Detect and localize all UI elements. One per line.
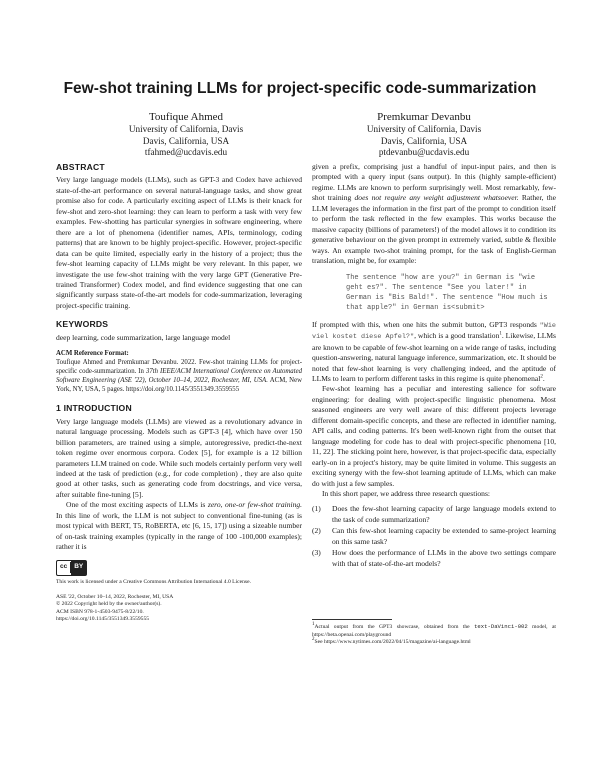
intro-p2-rest: In this line of work, the LLM is not subject to conventional fine-tuning (as is most typical with BERT, T5, RoBERTA, etc [6, 15, 17]) using a sizeable number of on-task training examples (typically in the range of 100 -100,000 examples); rather it is [56,510,302,552]
copyright-block [56,594,302,624]
rq-text: Does the few-shot learning capacity of large language models extend to the task of code summarization? [332,504,556,524]
isbn-line: ACM ISBN 978-1-4503-9475-8/22/10. [56,608,144,615]
author-email: ptdevanbu@ucdavis.edu [378,147,470,158]
rq-number: (1) [312,504,321,514]
reference-format [56,349,302,394]
copyright-line: © 2022 Copyright held by the owner/author(s). [56,601,162,608]
author-email: tfahmed@ucdavis.edu [144,147,228,158]
right-paragraph-1 [312,162,556,267]
cc-icon: cc [57,562,71,572]
footnote-2 [312,639,556,646]
author-location: Davis, California, USA [380,135,468,146]
footnote-marker-1: 1 [499,331,502,337]
footnote-1 [312,623,556,639]
author-affiliation: University of California, Davis [366,124,482,134]
author-block-1 [56,111,316,159]
reference-tail: ACM, New York, NY, USA, 5 pages. https://doi.org/10.1145/3551349.3559555 [56,377,303,394]
translation-prompt-code: The sentence "how are you?" in German is "wie geht es?". The sentence "See you later!" in German is "Bis Bald!". The sentence "How much is that apple?" in German is<submit> [346,273,552,313]
doi-link[interactable]: https://doi.org/10.1145/3551349.3559555 [56,616,150,623]
author-affiliation: University of California, Davis [128,124,244,134]
list-item [312,526,556,547]
license-text: This work is licensed under a Creative Commons Attribution International 4.0 License. [56,578,251,585]
intro-paragraph-1: Very large language models (LLMs) are viewed as a revolutionary advance in natural language processing. Models such as GPT-3 [4], which have over 150 billion parameters, are trained using a simple, autoregressive, predict-the-next token regime over enormous corpora. Codex [5], for example is a 12 billion parameters LLM trained on code. While such models certainly perform very well indeed at the task of prediction (e.g., for code completion) , they are also quite good at other tasks, such as generating code from docstrings, and vice versa, after suitable fine-tuning [5]. [56,416,302,499]
abstract-text: Very large language models (LLMs), such as GPT-3 and Codex have achieved state-of-the-art performance on several natural-language tasks, and show great promise also for code. A particularly exciting aspect of LLMs is their knack for few-shot and zero-shot learning: they can learn to perform a task with very few examples. Few-shotting has particular synergies in software engineering, where there are a lot of phenomena (identifier names, APIs, terminology, coding patterns) that are known to be highly project-specific. However, project-specific data can be quite limited, especially early in the history of a project; thus the few-shot learning capacity of LLMs might be very relevant. In this paper, we investigate the use few-shot training with the very large GPT (Generative Pre-trained Transformer) Codex model, and find evidence suggesting that one can significantly surpass state-of-the-art models for code-summarization, leveraging project-specific training. [56,175,302,310]
introduction-heading: 1 INTRODUCTION [56,403,132,414]
license-block [56,560,302,586]
by-icon: BY [71,561,86,575]
paper-title: Few-shot training LLMs for project-specific code-summarization [63,80,537,97]
reference-format-heading: ACM Reference Format: [56,350,129,358]
right-column [312,162,556,646]
right-p1-a: given a prefix, comprising just a handful of input-input pairs, and then is prompted with a query input (sans output). In this (highly sample-efficient) regime. LLMs are known to perform surprisingly well. Most remarkably, few-shot training [312,162,556,203]
keywords-heading: KEYWORDS [56,319,109,330]
intro-p2-start: One of the most exciting aspects of LLMs is [66,500,206,510]
reference-venue: 37th IEEE/ACM International Conference on Automated Software Engineering (ASE '22), October 10–14, 2022, Rochester, MI, USA. [56,368,303,385]
author-block-2 [294,111,554,159]
author-name: Toufique Ahmed [148,111,224,123]
intro-paragraph-2 [56,500,302,552]
rq-text: Can this few-shot learning capacity be extended to same-project learning on this same task? [332,526,556,546]
footnote-marker-2: 2 [540,374,543,380]
footnote-1-code: text-DaVinci-002 [474,623,528,631]
research-questions-list [312,504,556,569]
conference-line: ASE '22, October 10–14, 2022, Rochester, MI, USA [56,594,174,600]
author-location: Davis, California, USA [142,135,230,146]
right-p1-emphasis: does not require any weight adjustment whatsoever. [354,193,519,203]
footnote-divider [312,619,392,620]
rq-text: How does the performance of LLMs in the above two settings compare with that of state-of-the-art models? [332,548,556,568]
rq-number: (2) [312,526,321,536]
abstract-heading: ABSTRACT [56,162,105,172]
cc-by-badge-icon [56,560,87,576]
right-paragraph-2: If prompted with this, when one hits the submit button, GPT3 responds "Wie viel kostet diese Apfel?", which is a good translation$^1$. Likewise, LLMs are known to be capable of few-shot learning on a wide range of tasks, including question-answering, natural language inference, summarization, etc. It should be noted that few-shot learning is very challenging indeed, and the aptitude of LLMs to learn to perform different tasks in this regime is quite phenomenal$^2$. [312,319,556,383]
list-item [312,548,556,569]
intro-p2-emphasis: zero, one-or few-shot training. [207,500,303,510]
rq-number: (3) [312,548,321,558]
footnote-1-mark: 1 [312,622,315,628]
right-p2-a: If prompted with this, when one hits the submit button, GPT3 responds [312,319,537,329]
footnote-2-mark: 2 [312,637,315,643]
right-p2-c: . Likewise, LLMs are known to be capable of few-shot learning on a wide range of tasks, including question-answering, natural language inference, summarization, etc. It should be noted that few-shot learning is very challenging indeed, and the aptitude of LLMs to learn to perform different tasks in this regime is quite phenomenal [312,331,556,383]
right-paragraph-3: Few-shot learning has a peculiar and interesting salience for software engineering: for dealing with project-specific linguistic phenomena. Most seasoned engineers are very well aware of this: different projects leverage different domain-specific concepts, and these are reflected in identifier naming, API calls, and coding patterns. It's been well-known right from the outset that language modeling for code has to deal with project-specific phenomena [10, 11, 22]. The sticking point here, however, is that project-specific data, especially early-on in a project's history, may be quite limited in volume. This suggests an exciting synergy with the few-shot learning aptitude of LLMs, which can make do with just a few samples. [312,384,556,488]
footnotes [312,619,556,646]
left-column [56,162,302,624]
gpt3-response-code: "Wie viel kostet diese Apfel?" [312,321,556,342]
footnote-2-link[interactable]: See https://www.nytimes.com/2022/04/15/magazine/ai-language.html [314,638,471,645]
right-p2-b: , which is a good translation [414,331,500,341]
footnote-1-a: Actual output from the GPT3 showcase, obtained from the [314,624,470,631]
right-p1-b: Rather, the LLM leverages the information in the first part of the prompt to condition itself to perform the task reflected in the few examples. This works because the massive capacity (billions of parameters!) of the model allows it to condition its generative behaviour on the given prompt in extremely varied, subtle & flexible ways. An example two-shot training prompt, for the task of English-German translation, might be, for example: [312,193,556,266]
author-name: Premkumar Devanbu [377,111,471,123]
keywords-text: deep learning, code summarization, large language model [56,332,231,342]
right-paragraph-4: In this short paper, we address three research questions: [322,488,490,498]
reference-plain: Toufique Ahmed and Premkumar Devanbu. 2022. Few-shot training LLMs for project-specific code-summarization. In [56,359,302,376]
list-item [312,504,556,525]
footnote-1-link[interactable]: model, at https://beta.openai.com/playground [312,624,556,638]
